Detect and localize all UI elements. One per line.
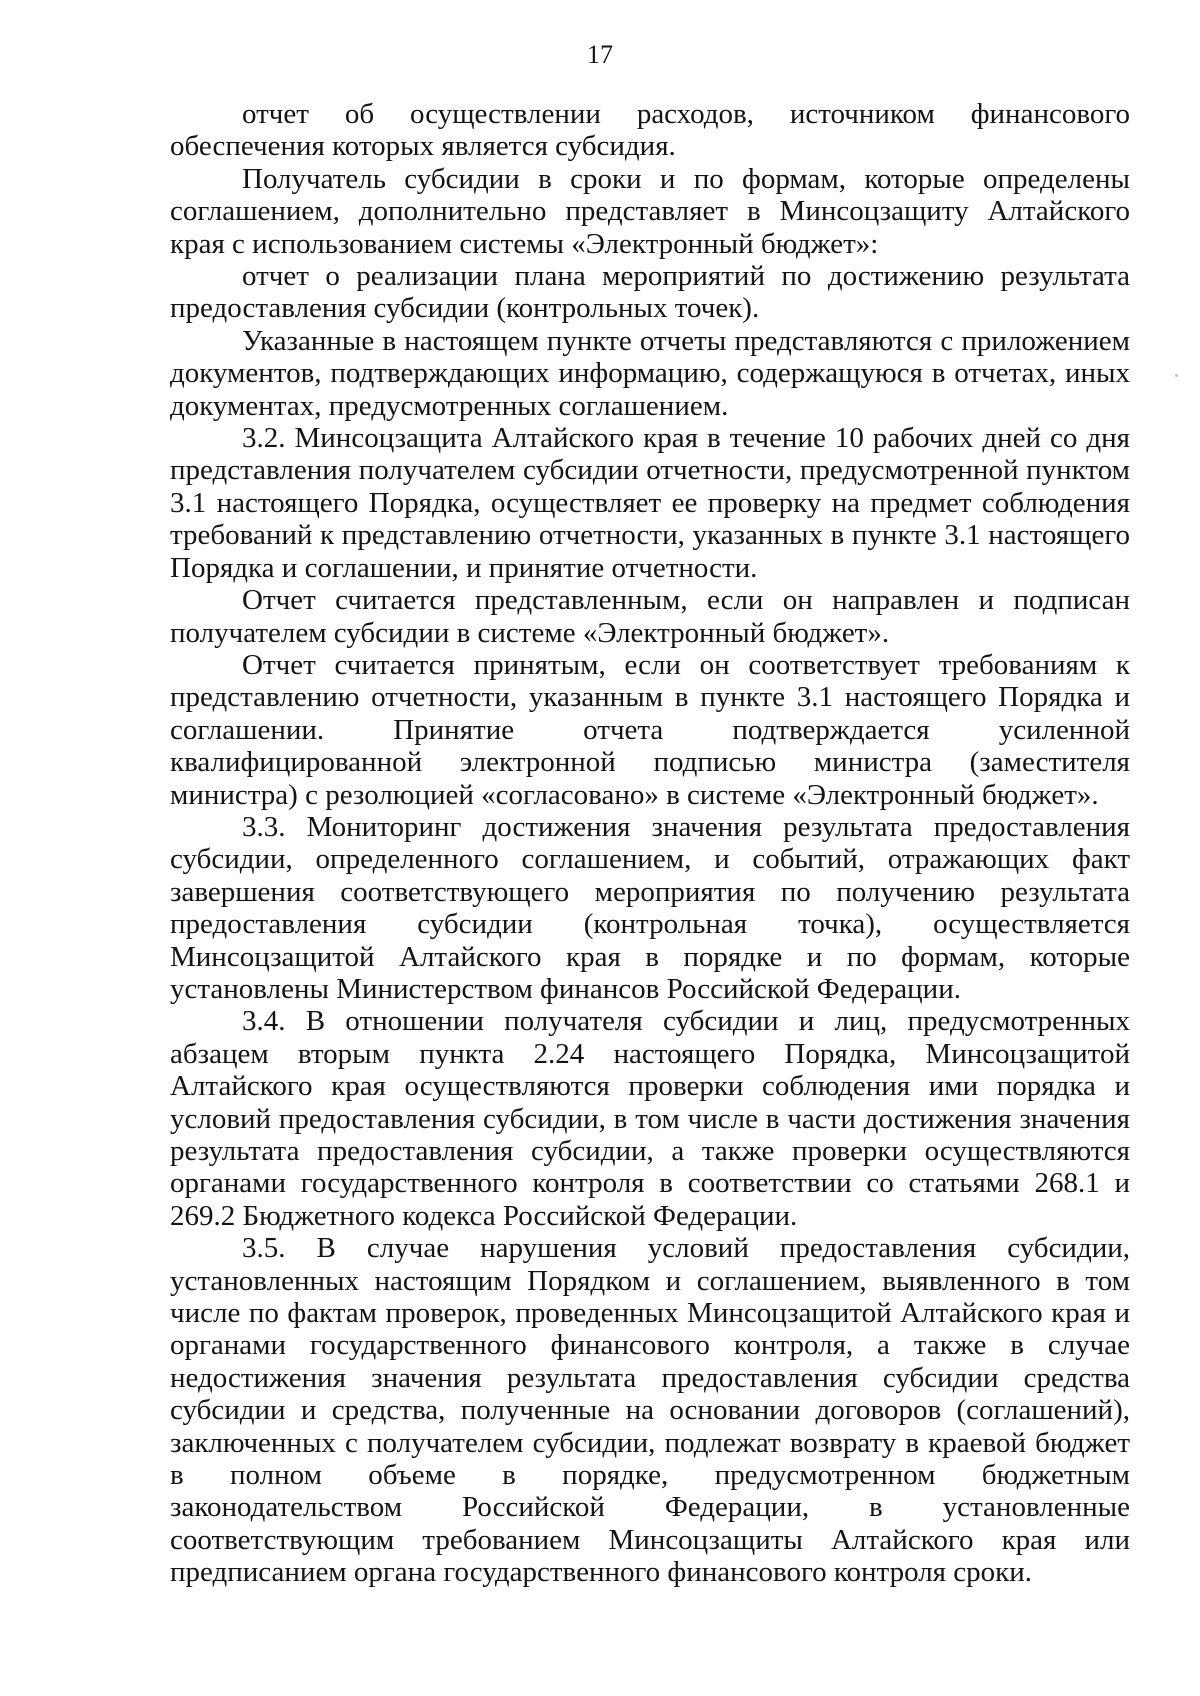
paragraph-report-submitted: Отчет считается представленным, если он направлен и подписан получателем субсидии в системе «Электронный бюджет».	[170, 584, 1130, 649]
paragraph-attached-documents: Указанные в настоящем пункте отчеты представляются с приложением документов, подтверждающих информацию, содержащуюся в отчетах, иных документах, предусмотренных соглашением.	[170, 324, 1130, 422]
paragraph-3-3: 3.3. Мониторинг достижения значения результата предоставления субсидии, определенного соглашением, и событий, отражающих факт завершения соответствующего мероприятия по получению результата предоставления субсидии (контрольная точка), осуществляется Минсоцзащитой Алтайского края в порядке и по формам, которые установлены Министерством финансов Российской Федерации.	[170, 810, 1130, 1005]
document-body	[170, 98, 1130, 1589]
paragraph-3-4: 3.4. В отношении получателя субсидии и лиц, предусмотренных абзацем вторым пункта 2.24 настоящего Порядка, Минсоцзащитой Алтайского края осуществляются проверки соблюдения ими порядка и условий предоставления субсидии, в том числе в части достижения значения результата предоставления субсидии, а также проверки осуществляются органами государственного контроля в соответствии со статьями 268.1 и 269.2 Бюджетного кодекса Российской Федерации.	[170, 1005, 1130, 1232]
page-number: 17	[587, 40, 613, 69]
paragraph-3-5: 3.5. В случае нарушения условий предоставления субсидии, установленных настоящим Порядком и соглашением, выявленного в том числе по фактам проверок, проведенных Минсоцзащитой Алтайского края и органами государственного финансового контроля, а также в случае недостижения значения результата предоставления субсидии средства субсидии и средства, полученные на основании договоров (соглашений), заключенных с получателем субсидии, подлежат возврату в краевой бюджет в полном объеме в порядке, предусмотренном бюджетным законодательством Российской Федерации, в установленные соответствующим требованием Минсоцзащиты Алтайского края или предписанием органа государственного финансового контроля сроки.	[170, 1232, 1130, 1589]
scan-speck	[1175, 374, 1178, 377]
paragraph-additional-report: Получатель субсидии в сроки и по формам, которые определены соглашением, дополнительно представляет в Минсоцзащиту Алтайского края с использованием системы «Электронный бюджет»:	[170, 162, 1130, 260]
paragraph-3-2: 3.2. Минсоцзащита Алтайского края в течение 10 рабочих дней со дня представления получателем субсидии отчетности, предусмотренной пунктом 3.1 настоящего Порядка, осуществляет ее проверку на предмет соблюдения требований к представлению отчетности, указанных в пункте 3.1 настоящего Порядка и соглашении, и принятие отчетности.	[170, 422, 1130, 584]
paragraph-plan-report: отчет о реализации плана мероприятий по достижению результата предоставления субсидии (контрольных точек).	[170, 260, 1130, 325]
paragraph-report-accepted: Отчет считается принятым, если он соответствует требованиям к представлению отчетности, указанным в пункте 3.1 настоящего Порядка и соглашении. Принятие отчета подтверждается усиленной квалифицированной электронной подписью министра (заместителя министра) с резолюцией «согласовано» в системе «Электронный бюджет».	[170, 648, 1130, 811]
paragraph-report-expenses: отчет об осуществлении расходов, источником финансового обеспечения которых является субсидия.	[170, 98, 1130, 163]
